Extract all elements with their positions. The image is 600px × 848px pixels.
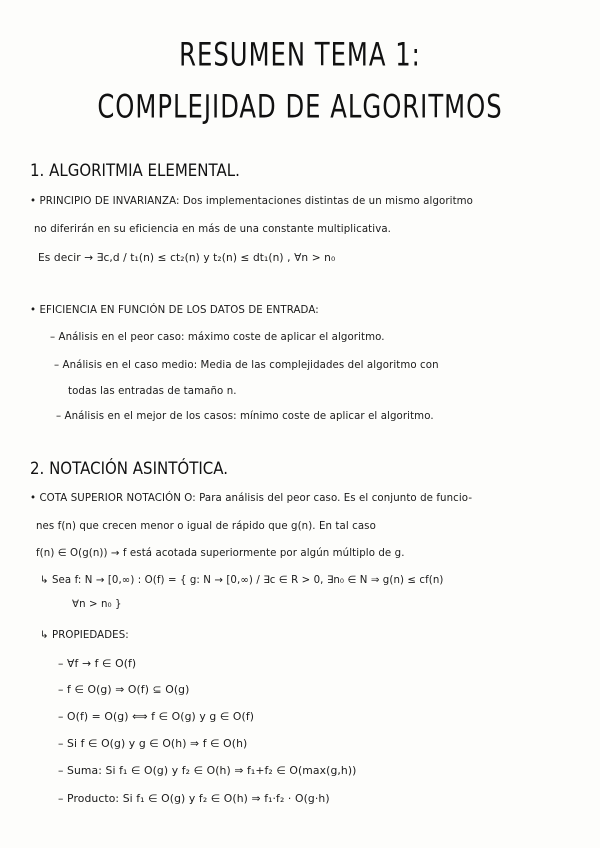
invariance-line-2: no diferirán en su eficiencia en más de una constante multiplicativa. xyxy=(34,224,392,235)
average-case-line-1: – Análisis en el caso medio: Media de las complejidades del algoritmo con xyxy=(54,360,439,371)
big-o-line-2: nes f(n) que crecen menor o igual de rápido que g(n). En tal caso xyxy=(36,521,376,532)
property-4: – Si f ∈ O(g) y g ∈ O(h) ⇒ f ∈ O(h) xyxy=(58,737,248,750)
property-product: – Producto: Si f₁ ∈ O(g) y f₂ ∈ O(h) ⇒ f₁·f₂ · O(g·h) xyxy=(58,792,330,805)
property-3: – O(f) = O(g) ⟺ f ∈ O(g) y g ∈ O(f) xyxy=(58,710,255,723)
section-1-heading: 1. ALGORITMIA ELEMENTAL. xyxy=(30,160,240,181)
best-case-line: – Análisis en el mejor de los casos: mínimo coste de aplicar el algoritmo. xyxy=(56,411,434,422)
big-o-line-3: f(n) ∈ O(g(n)) → f está acotada superiormente por algún múltiplo de g. xyxy=(36,548,405,559)
title-line-1: RESUMEN TEMA 1: xyxy=(179,37,421,74)
title-line-2: COMPLEJIDAD DE ALGORITMOS xyxy=(97,89,503,126)
worst-case-line: – Análisis en el peor caso: máximo coste de aplicar el algoritmo. xyxy=(50,332,385,343)
average-case-line-2: todas las entradas de tamaño n. xyxy=(68,386,237,397)
invariance-line-1: • PRINCIPIO DE INVARIANZA: Dos implementaciones distintas de un mismo algoritmo xyxy=(30,196,474,207)
property-sum: – Suma: Si f₁ ∈ O(g) y f₂ ∈ O(h) ⇒ f₁+f₂ ∈ O(max(g,h)) xyxy=(58,764,357,777)
property-1: – ∀f → f ∈ O(f) xyxy=(58,657,137,670)
property-2: – f ∈ O(g) ⇒ O(f) ⊆ O(g) xyxy=(58,683,190,696)
big-o-definition-line-2: ∀n > n₀ } xyxy=(72,599,122,610)
section-2-heading: 2. NOTACIÓN ASINTÓTICA. xyxy=(30,458,229,479)
invariance-formula: Es decir → ∃c,d / t₁(n) ≤ ct₂(n) y t₂(n) ≤ dt₁(n) , ∀n > n₀ xyxy=(38,252,336,264)
big-o-definition-line-1: ↳ Sea f: N → [0,∞) : O(f) = { g: N → [0,∞) / ∃c ∈ R > 0, ∃n₀ ∈ N ⇒ g(n) ≤ cf(n) xyxy=(40,575,444,586)
big-o-line-1: • COTA SUPERIOR NOTACIÓN O: Para análisis del peor caso. Es el conjunto de funcio- xyxy=(30,493,473,504)
properties-heading: ↳ PROPIEDADES: xyxy=(40,630,129,641)
efficiency-heading: • EFICIENCIA EN FUNCIÓN DE LOS DATOS DE ENTRADA: xyxy=(30,305,319,316)
